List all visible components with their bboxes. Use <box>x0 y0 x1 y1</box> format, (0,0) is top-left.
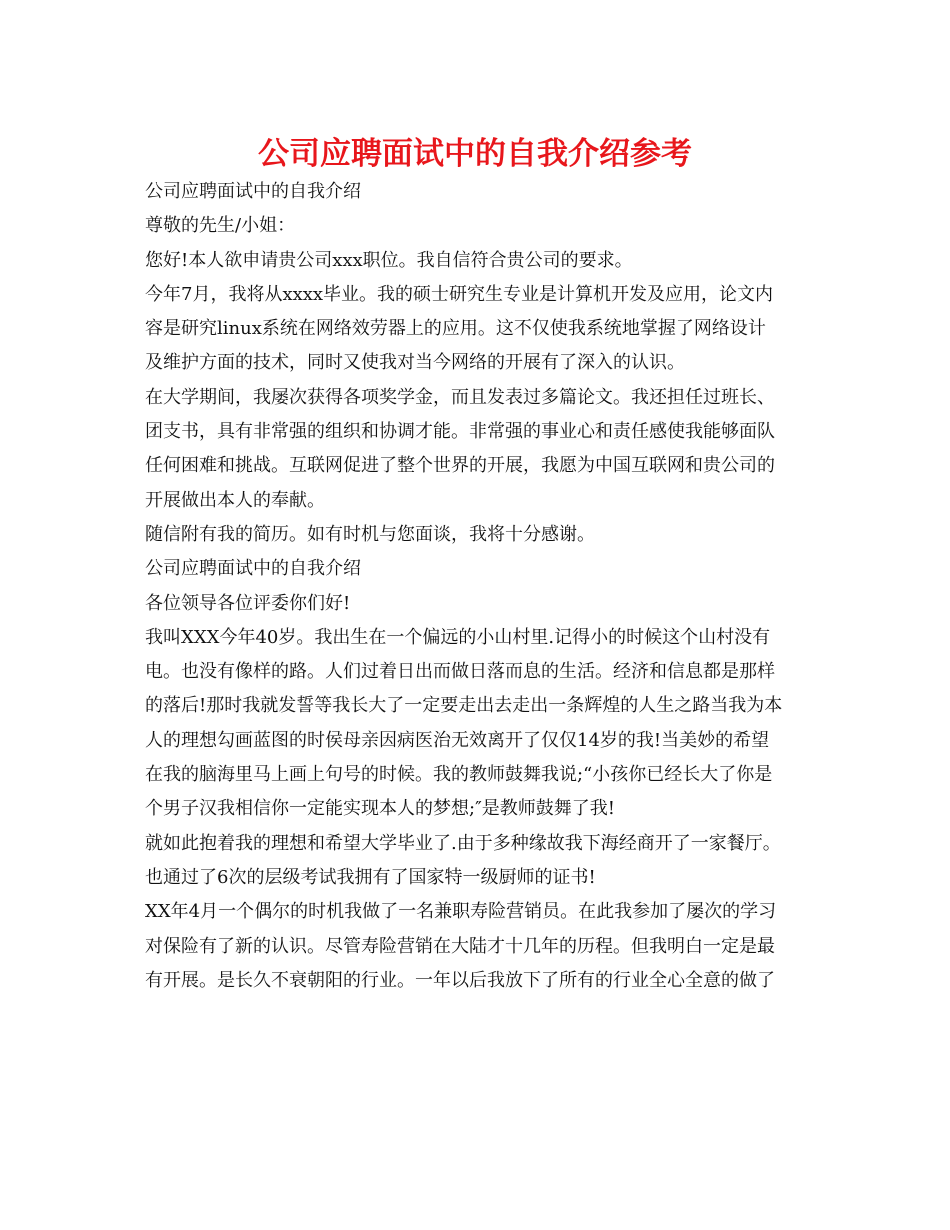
text-line: 容是研究linux系统在网络效劳器上的应用。这不仅使我系统地掌握了网络设计 <box>145 318 766 340</box>
text-line: 在大学期间，我屡次获得各项奖学金，而且发表过多篇论文。我还担任过班长、 <box>145 386 775 408</box>
text-line: 随信附有我的简历。如有时机与您面谈，我将十分感谢。 <box>145 523 595 545</box>
text-line: 团支书，具有非常强的组织和协调才能。非常强的事业心和责任感使我能够面队 <box>145 421 775 443</box>
text-line: 对保险有了新的认识。尽管寿险营销在大陆才十几年的历程。但我明白一定是最 <box>145 935 775 957</box>
document-title: 公司应聘面试中的自我介绍参考 <box>258 136 692 172</box>
text-line: 我叫XXX今年40岁。我出生在一个偏远的小山村里.记得小的时候这个山村没有 <box>145 626 771 648</box>
text-line: 的落后!那时我就发誓等我长大了一定要走出去走出一条辉煌的人生之路当我为本 <box>145 695 783 717</box>
text-line: 有开展。是长久不衰朝阳的行业。一年以后我放下了所有的行业全心全意的做了 <box>145 969 775 991</box>
text-line: 开展做出本人的奉献。 <box>145 489 325 511</box>
text-line: 各位领导各位评委你们好! <box>145 592 351 614</box>
text-line: 尊敬的先生/小姐： <box>145 215 296 237</box>
text-line: 电。也没有像样的路。人们过着日出而做日落而息的生活。经济和信息都是那样 <box>145 661 775 683</box>
text-line: 在我的脑海里马上画上句号的时候。我的教师鼓舞我说;“小孩你已经长大了你是 <box>145 764 773 786</box>
text-line: 任何困难和挑战。互联网促进了整个世界的开展，我愿为中国互联网和贵公司的 <box>145 455 775 477</box>
text-line: 个男子汉我相信你一定能实现本人的梦想;″是教师鼓舞了我! <box>145 798 616 820</box>
text-line: 今年7月，我将从xxxx毕业。我的硕士研究生专业是计算机开发及应用，论文内 <box>145 283 774 305</box>
text-line: 及维护方面的技术，同时又使我对当今网络的开展有了深入的认识。 <box>145 352 685 374</box>
text-line: 就如此抱着我的理想和希望大学毕业了.由于多种缘故我下海经商开了一家餐厅。 <box>145 832 781 854</box>
text-line: XX年4月一个偶尔的时机我做了一名兼职寿险营销员。在此我参加了屡次的学习 <box>145 901 777 923</box>
text-line: 人的理想勾画蓝图的时侯母亲因病医治无效离开了仅仅14岁的我!当美妙的希望 <box>145 729 770 751</box>
text-line: 公司应聘面试中的自我介绍 <box>145 558 361 580</box>
document-body <box>145 175 815 998</box>
text-line: 公司应聘面试中的自我介绍 <box>145 181 361 202</box>
text-line: 也通过了6次的层级考试我拥有了国家特一级厨师的证书! <box>145 866 596 888</box>
text-line: 您好!本人欲申请贵公司xxx职位。我自信符合贵公司的要求。 <box>145 249 633 271</box>
